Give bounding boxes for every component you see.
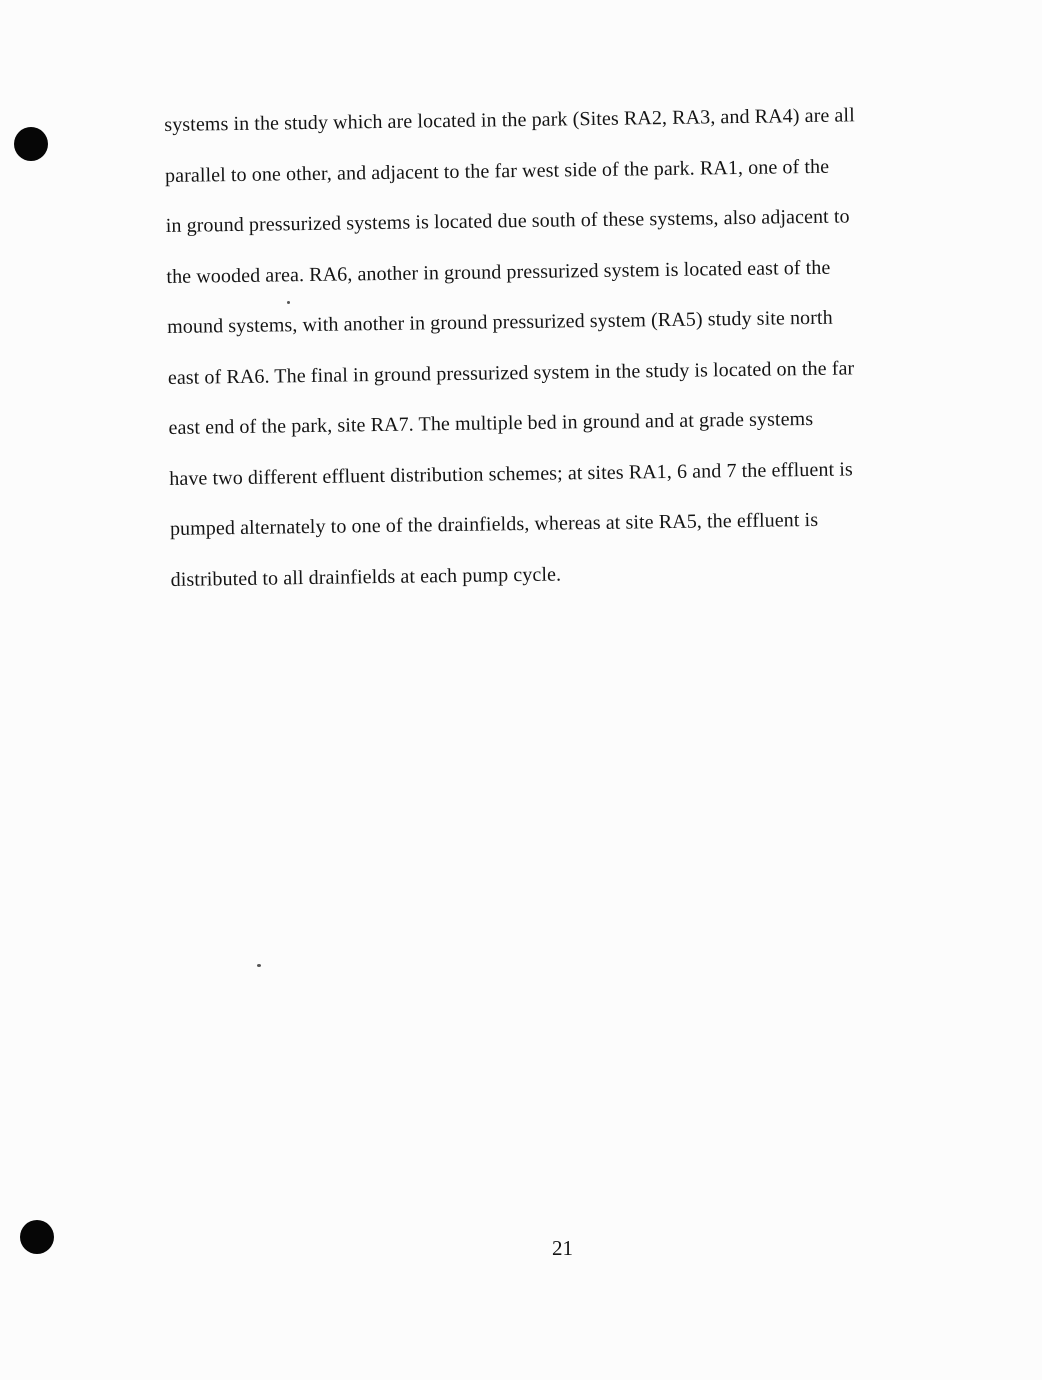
paragraph-line: parallel to one other, and adjacent to the far west side of the park. RA1, one of the [164, 155, 830, 187]
paragraph-line: the wooded area. RA6, another in ground pressurized system is located east of the [166, 256, 831, 288]
paragraph-line: mound systems, with another in ground pressurized system (RA5) study site north [167, 306, 833, 338]
paragraph-line: distributed to all drainfields at each pump cycle. [170, 563, 562, 591]
punch-hole-top [14, 127, 48, 161]
paragraph-line: in ground pressurized systems is located due south of these systems, also adjacent to [165, 205, 850, 237]
paragraph-line: pumped alternately to one of the drainfields, whereas at site RA5, the effluent is [169, 508, 819, 540]
scan-speck [257, 964, 261, 967]
punch-hole-bottom [20, 1220, 54, 1254]
page-number: 21 [552, 1236, 573, 1260]
paragraph-line: systems in the study which are located in the park (Sites RA2, RA3, and RA4) are all [164, 104, 855, 136]
paragraph-line: east end of the park, site RA7. The multiple bed in ground and at grade systems [168, 407, 814, 439]
paragraph-line: east of RA6. The final in ground pressurized system in the study is located on the far [167, 356, 855, 389]
paragraph-line: have two different effluent distribution schemes; at sites RA1, 6 and 7 the effluent is [169, 457, 853, 490]
body-paragraph [164, 89, 961, 605]
